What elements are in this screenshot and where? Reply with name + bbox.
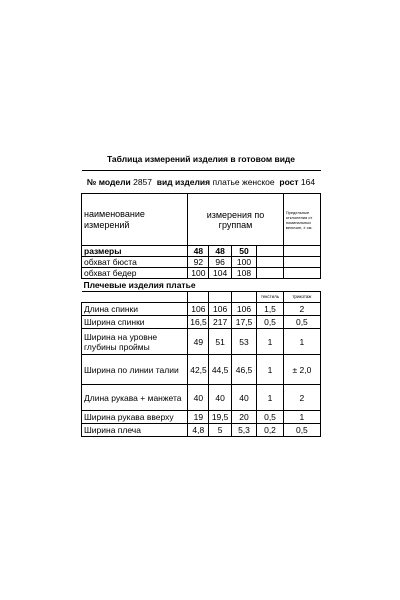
- row-value: 51: [209, 329, 231, 355]
- table-row: [82, 329, 321, 355]
- row-value: 92: [188, 257, 209, 268]
- table-row: [82, 303, 321, 316]
- row-tolerance: 0,5: [283, 424, 320, 437]
- row-value: 53: [231, 329, 256, 355]
- row-value: 44,5: [209, 355, 231, 385]
- tolerance-header-row: [82, 292, 321, 303]
- row-tolerance: 1: [283, 329, 320, 355]
- measurement-table: [81, 148, 321, 437]
- table-row: [82, 424, 321, 437]
- table-row: [82, 268, 321, 279]
- row-value: 19,5: [209, 411, 231, 424]
- table-row: [82, 411, 321, 424]
- row-tolerance: 1: [257, 385, 284, 411]
- row-value: 46,5: [231, 355, 256, 385]
- model-value: 2857: [133, 177, 153, 187]
- table-row: [82, 316, 321, 329]
- knit-header: трикотаж: [283, 292, 320, 303]
- row-value: 106: [209, 303, 231, 316]
- row-name: обхват бедер: [82, 268, 188, 279]
- model-row: [82, 171, 321, 194]
- header-row: [82, 194, 321, 246]
- row-value: 20: [231, 411, 256, 424]
- section-row: [82, 279, 321, 292]
- row-value: 19: [188, 411, 209, 424]
- row-value: 16,5: [188, 316, 209, 329]
- table-row: [82, 355, 321, 385]
- kind-value: платье женское: [212, 177, 275, 187]
- row-name: обхват бюста: [82, 257, 188, 268]
- row-value: 100: [188, 268, 209, 279]
- row-name: Ширина спинки: [82, 316, 188, 329]
- groups-header: измерения по группам: [188, 194, 284, 246]
- size-value: 50: [231, 246, 256, 257]
- height-label: рост: [279, 177, 299, 187]
- row-value: 40: [231, 385, 256, 411]
- row-name: Ширина рукава вверху: [82, 411, 188, 424]
- table-row: [82, 257, 321, 268]
- textile-header: текстиль: [257, 292, 284, 303]
- row-value: 100: [231, 257, 256, 268]
- row-name: Ширина плеча: [82, 424, 188, 437]
- model-label: № модели: [86, 177, 131, 187]
- row-tolerance: 1,5: [257, 303, 284, 316]
- row-value: 104: [209, 268, 231, 279]
- row-name: Ширина на уровне глубины проймы: [82, 329, 188, 355]
- row-tolerance: 0,5: [257, 411, 284, 424]
- row-tolerance: 2: [283, 303, 320, 316]
- row-tolerance: 1: [283, 411, 320, 424]
- measurement-sheet: [81, 148, 321, 437]
- row-value: 17,5: [231, 316, 256, 329]
- row-name: Ширина по линии талии: [82, 355, 188, 385]
- row-value: 40: [209, 385, 231, 411]
- model-info: [82, 171, 321, 194]
- row-tolerance: 0,5: [283, 316, 320, 329]
- row-value: 217: [209, 316, 231, 329]
- row-value: 96: [209, 257, 231, 268]
- size-value: 48: [188, 246, 209, 257]
- row-name: Длина рукава + манжета: [82, 385, 188, 411]
- table-title: Таблица измерений изделия в готовом виде: [82, 148, 321, 171]
- row-value: 5,3: [231, 424, 256, 437]
- title-row: [82, 148, 321, 171]
- sizes-label: размеры: [82, 246, 188, 257]
- row-tolerance: 0,5: [257, 316, 284, 329]
- row-value: 49: [188, 329, 209, 355]
- table-row: [82, 385, 321, 411]
- row-name: Длина спинки: [82, 303, 188, 316]
- row-tolerance: 0,2: [257, 424, 284, 437]
- row-value: 4,8: [188, 424, 209, 437]
- height-value: 164: [300, 177, 316, 187]
- row-value: 40: [188, 385, 209, 411]
- section-title: Плечевые изделия платье: [82, 279, 321, 292]
- row-value: 106: [188, 303, 209, 316]
- sizes-row: [82, 246, 321, 257]
- row-tolerance: ± 2,0: [283, 355, 320, 385]
- row-tolerance: 1: [257, 355, 284, 385]
- deviation-note: Предельные отклонения от номинальных величин, ± см.: [283, 194, 320, 246]
- row-value: 106: [231, 303, 256, 316]
- row-value: 42,5: [188, 355, 209, 385]
- row-tolerance: 1: [257, 329, 284, 355]
- row-value: 5: [209, 424, 231, 437]
- row-value: 108: [231, 268, 256, 279]
- size-value: 48: [209, 246, 231, 257]
- row-tolerance: 2: [283, 385, 320, 411]
- name-header: наименование измерений: [82, 194, 188, 246]
- kind-label: вид изделия: [156, 177, 211, 187]
